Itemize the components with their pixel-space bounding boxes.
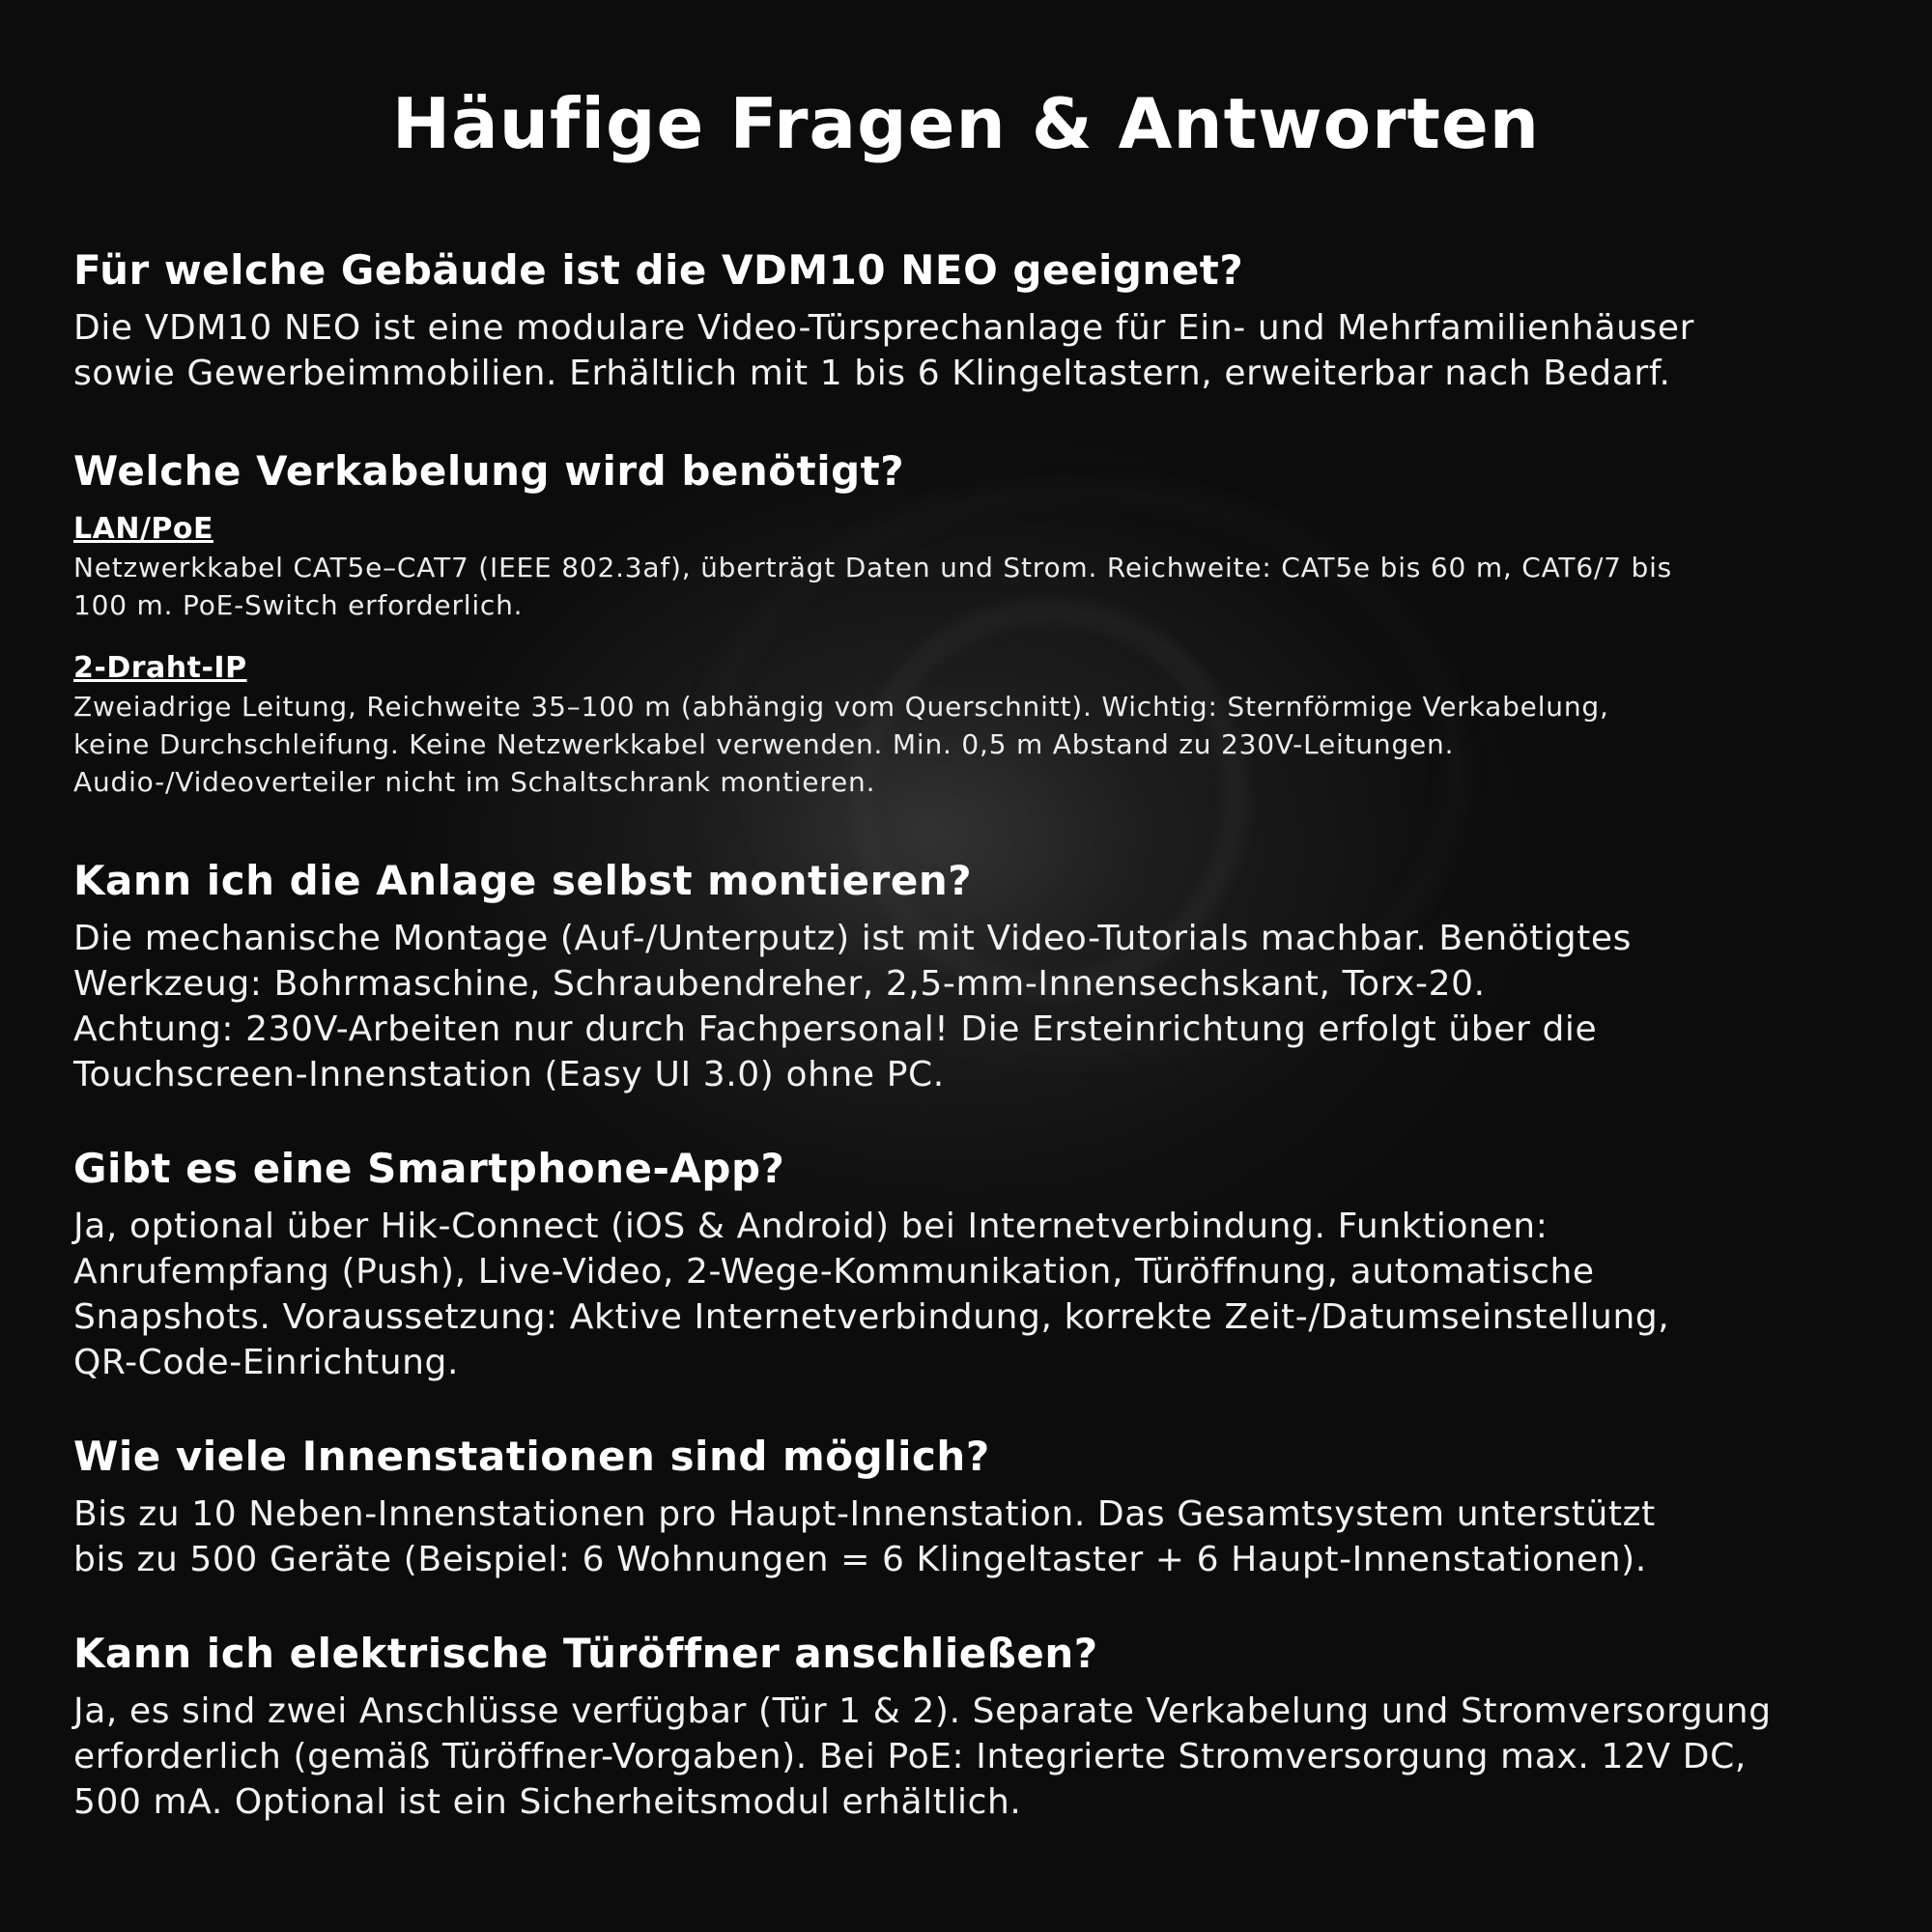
answer-line: Ja, optional über Hik-Connect (iOS & Android) bei Internetverbindung. Funktionen: (73, 1207, 1548, 1246)
faq-question: Wie viele Innenstationen sind möglich? (73, 1433, 990, 1480)
subsection-line: Audio-/Videoverteiler nicht im Schaltschrank montieren. (73, 766, 876, 798)
subsection-text (73, 688, 1870, 801)
faq-item (73, 446, 1870, 801)
faq-answer (73, 916, 1870, 1097)
answer-line: 500 mA. Optional ist ein Sicherheitsmodul erhältlich. (73, 1782, 1022, 1822)
faq-item (73, 856, 1870, 1097)
subsection-line: Netzwerkkabel CAT5e–CAT7 (IEEE 802.3af), überträgt Daten und Strom. Reichweite: CAT5e bis 60 m, CAT6/7 bis (73, 552, 1673, 583)
answer-line: Die VDM10 NEO ist eine modulare Video-Türsprechanlage für Ein- und Mehrfamilienhäuser (73, 308, 1695, 348)
faq-item (73, 1629, 1870, 1825)
faq-question: Welche Verkabelung wird benötigt? (73, 447, 905, 495)
faq-item (73, 245, 1870, 396)
answer-line: Werkzeug: Bohrmaschine, Schraubendreher, 2,5-mm-Innensechskant, Torx-20. (73, 964, 1486, 1004)
faq-answer (73, 305, 1870, 396)
answer-line: Anrufempfang (Push), Live-Video, 2-Wege-Kommunikation, Türöffnung, automatische (73, 1252, 1595, 1292)
faq-answer (73, 1492, 1870, 1582)
answer-line: Bis zu 10 Neben-Innenstationen pro Haupt-Innenstation. Das Gesamtsystem unterstützt (73, 1494, 1656, 1534)
subsection-line: keine Durchschleifung. Keine Netzwerkkabel verwenden. Min. 0,5 m Abstand zu 230V-Leitungen. (73, 728, 1455, 760)
answer-line: Snapshots. Voraussetzung: Aktive Internetverbindung, korrekte Zeit-/Datumseinstellung, (73, 1297, 1670, 1337)
faq-answer (73, 1204, 1870, 1385)
answer-line: Ja, es sind zwei Anschlüsse verfügbar (Tür 1 & 2). Separate Verkabelung und Stromversorgung (73, 1691, 1772, 1731)
subsection-line: 100 m. PoE-Switch erforderlich. (73, 589, 524, 621)
answer-line: sowie Gewerbeimmobilien. Erhältlich mit 1 bis 6 Klingeltastern, erweiterbar nach Bedarf. (73, 354, 1671, 393)
answer-line: bis zu 500 Geräte (Beispiel: 6 Wohnungen = 6 Klingeltaster + 6 Haupt-Innenstationen). (73, 1540, 1647, 1579)
answer-line: QR-Code-Einrichtung. (73, 1343, 460, 1382)
answer-line: Achtung: 230V-Arbeiten nur durch Fachpersonal! Die Ersteinrichtung erfolgt über die (73, 1009, 1598, 1049)
faq-question: Gibt es eine Smartphone-App? (73, 1145, 785, 1192)
answer-line: Touchscreen-Innenstation (Easy UI 3.0) ohne PC. (73, 1055, 945, 1094)
faq-subsection (73, 510, 1870, 624)
page-title: Häufige Fragen & Antworten (391, 83, 1541, 164)
subsection-line: Zweiadrige Leitung, Reichweite 35–100 m (abhängig vom Querschnitt). Wichtig: Sternförmige Verkabelung, (73, 691, 1609, 723)
faq-subsection (73, 649, 1870, 801)
faq-question: Für welche Gebäude ist die VDM10 NEO geeignet? (73, 246, 1244, 294)
answer-line: erforderlich (gemäß Türöffner-Vorgaben). Bei PoE: Integrierte Stromversorgung max. 12V DC, (73, 1737, 1747, 1776)
faq-question: Kann ich die Anlage selbst montieren? (73, 857, 973, 904)
faq-item (73, 1144, 1870, 1385)
subsection-text (73, 549, 1870, 624)
faq-answer (73, 1689, 1870, 1825)
faq-question: Kann ich elektrische Türöffner anschließen? (73, 1630, 1098, 1677)
subsection-title: 2-Draht-IP (73, 651, 247, 685)
answer-line: Die mechanische Montage (Auf-/Unterputz) ist mit Video-Tutorials machbar. Benötigtes (73, 919, 1633, 958)
subsection-title: LAN/PoE (73, 512, 213, 546)
faq-item (73, 1432, 1870, 1582)
